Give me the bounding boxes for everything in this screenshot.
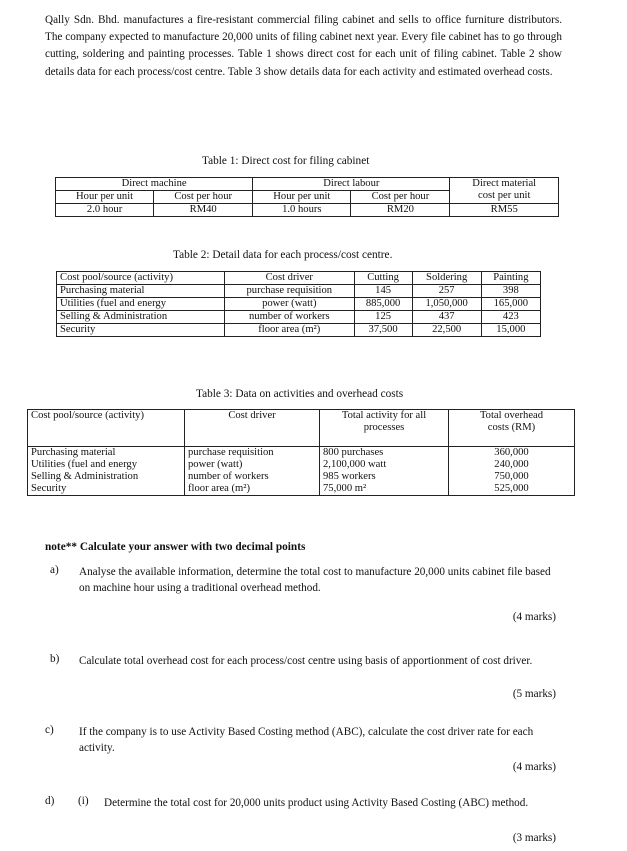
- table1-subhead: Hour per unit: [253, 191, 351, 204]
- table1-subhead: Cost per hour: [154, 191, 253, 204]
- table3-header: Total activity for all processes: [320, 410, 449, 447]
- question-b-label: b): [50, 653, 60, 665]
- question-d-sub-label: (i): [78, 795, 89, 807]
- table1-cell: RM20: [351, 204, 450, 217]
- table3-header: Cost driver: [185, 410, 320, 447]
- question-c-text: If the company is to use Activity Based Costing method (ABC), calculate the cost driver rate for each activity.: [79, 726, 534, 754]
- question-c-marks: (4 marks): [512, 761, 556, 773]
- question-d-text: Determine the total cost for 20,000 units product using Activity Based Costing (ABC) method.: [104, 797, 529, 809]
- question-c-label: c): [45, 724, 54, 736]
- table1: [55, 177, 559, 217]
- table3-header: Total overhead costs (RM): [449, 410, 575, 447]
- table1-cell: 1.0 hours: [253, 204, 351, 217]
- table2-header: Cost pool/source (activity): [57, 272, 225, 285]
- table1-cell: RM40: [154, 204, 253, 217]
- table2-caption: Table 2: Detail data for each process/cost centre.: [173, 249, 393, 261]
- table2: [56, 271, 541, 337]
- table1-subhead: Hour per unit: [56, 191, 154, 204]
- table-row: Security floor area (m²) 37,500 22,500 15,000: [57, 324, 541, 337]
- table2-header-row: [57, 272, 541, 285]
- table-row: Selling & Administration number of workers 985 workers 750,000: [28, 471, 575, 483]
- table-row: Security floor area (m²) 75,000 m² 525,000: [28, 483, 575, 496]
- table2-header: Soldering: [412, 272, 481, 285]
- table-row: Utilities (fuel and energy power (watt) 885,000 1,050,000 165,000: [57, 298, 541, 311]
- table1-cell: RM55: [490, 204, 518, 215]
- table1-caption: Table 1: Direct cost for filing cabinet: [202, 155, 370, 167]
- table-row: Selling & Administration number of workers 125 437 423: [57, 311, 541, 324]
- table3-header-row: [28, 410, 575, 447]
- question-a-marks: (4 marks): [512, 611, 556, 623]
- question-b-marks: (5 marks): [512, 688, 556, 700]
- table1-group-labour: Direct labour: [253, 178, 450, 191]
- question-d-label: d): [45, 795, 55, 807]
- table-row: Purchasing material purchase requisition 800 purchases 360,000: [28, 447, 575, 460]
- table1-cell: 2.0 hour: [56, 204, 154, 217]
- note: note** Calculate your answer with two decimal points: [45, 541, 306, 553]
- table1-subhead: Cost per hour: [351, 191, 450, 204]
- question-a-label: a): [50, 564, 59, 576]
- table3-header: Cost pool/source (activity): [28, 410, 185, 447]
- table2-header: Painting: [481, 272, 540, 285]
- table-row: Utilities (fuel and energy power (watt) 2,100,000 watt 240,000: [28, 459, 575, 471]
- table1-group-material: Direct material cost per unit: [450, 178, 559, 204]
- table3-caption: Table 3: Data on activities and overhead costs: [196, 388, 404, 400]
- intro-paragraph: Qally Sdn. Bhd. manufactures a fire-resistant commercial filing cabinet and sells to office furniture distributors. The company expected to manufacture 20,000 units of filing cabinet next year. Every file cabinet has to go through cutting, soldering and painting processes. Table 1 shows direct cost for each unit of filing cabinet. Table 2 show details data for each process/cost centre. Table 3 show details data for each activity and estimated overhead costs.: [45, 14, 562, 78]
- table-row: Purchasing material purchase requisition 145 257 398: [57, 285, 541, 298]
- question-d-marks: (3 marks): [512, 832, 556, 844]
- table3: [27, 409, 575, 496]
- table2-header: Cutting: [354, 272, 412, 285]
- table1-group-machine: Direct machine: [56, 178, 253, 191]
- table2-header: Cost driver: [224, 272, 354, 285]
- question-a-text: Analyse the available information, determine the total cost to manufacture 20,000 units cabinet file based on machine hour using a traditional overhead method.: [79, 566, 551, 594]
- question-b-text: Calculate total overhead cost for each process/cost centre using basis of apportionment of cost driver.: [79, 655, 533, 667]
